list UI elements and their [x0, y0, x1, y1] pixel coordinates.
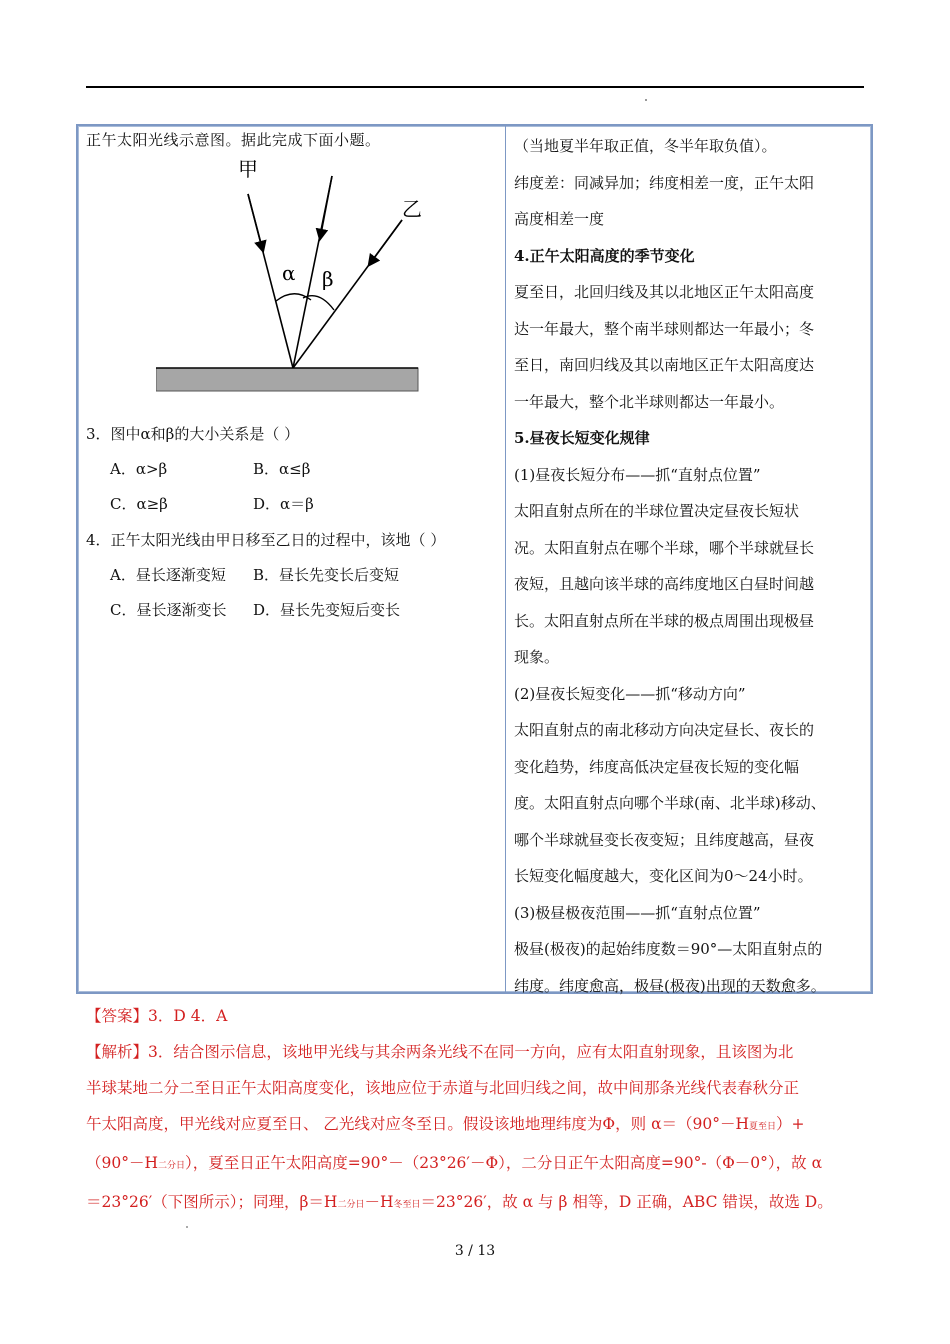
- ray-yi-arrow: [369, 220, 402, 265]
- header-rule: [86, 86, 864, 88]
- text-line: 纬度差：同减异加；纬度相差一度，正午太阳: [514, 173, 815, 192]
- question-4-option-a[interactable]: A．昼长逐渐变短: [110, 566, 226, 584]
- analysis-text: 午太阳高度，甲光线对应夏至日、 乙光线对应冬至日。假设该地地理纬度为Φ，则 α＝（90°－H: [86, 1115, 750, 1133]
- text-line: 至日，南回归线及其以南地区正午太阳高度达: [514, 356, 815, 374]
- text-line: 哪个半球就昼变长夜变短；且纬度越高，昼夜: [514, 830, 815, 849]
- question-3-option-c[interactable]: C．α≥β: [110, 495, 168, 513]
- question-4-option-d[interactable]: D．昼长先变短后变长: [253, 601, 401, 619]
- label-beta: β: [322, 267, 334, 291]
- text-line: 现象。: [514, 648, 560, 666]
- question-4-option-c[interactable]: C．昼长逐渐变长: [110, 601, 227, 619]
- text-line: 度。太阳直射点向哪个半球(南、北半球)移动、: [514, 794, 826, 812]
- sunlight-diagram: [156, 154, 426, 394]
- footer-dot: [186, 1226, 188, 1228]
- header-dot: [645, 99, 647, 101]
- label-jia: 甲: [238, 157, 258, 181]
- analysis-text: ＝23°26′（下图所示）；同理，β＝H: [86, 1193, 338, 1211]
- question-3-stem: 3．图中α和β的大小关系是（ ）: [86, 425, 300, 443]
- analysis-text: （90°－H: [86, 1154, 158, 1172]
- analysis-line: 【解析】3．结合图示信息，该地甲光线与其余两条光线不在同一方向，应有太阳直射现象，且该图为北: [86, 1043, 794, 1061]
- subscript-xiazhi: 夏至日: [749, 1122, 777, 1132]
- question-3-option-d[interactable]: D．α＝β: [253, 495, 314, 513]
- text-line: 长。太阳直射点所在半球的极点周围出现极昼: [514, 611, 815, 630]
- text-line: （当地夏半年取正值，冬半年取负值）。: [514, 137, 777, 155]
- analysis-line: [86, 1184, 866, 1223]
- text-line: (3)极昼极夜范围——抓“直射点位置”: [514, 903, 761, 922]
- subscript-erfen: 二分日: [337, 1200, 365, 1210]
- label-yi: 乙: [402, 197, 422, 221]
- answer-section: [86, 998, 866, 1223]
- text-line: 达一年最大，整个南半球则都达一年最小；冬: [514, 319, 815, 338]
- text-line: 太阳直射点所在的半球位置决定昼夜长短状: [514, 502, 800, 520]
- answer-line: 【答案】3．D 4．A: [86, 1007, 228, 1025]
- ground-surface: [156, 368, 418, 391]
- text-line: 况。太阳直射点在哪个半球，哪个半球就昼长: [514, 538, 815, 557]
- subscript-dongzhi: 冬至日: [393, 1200, 421, 1210]
- ray-middle-arrow: [320, 176, 332, 239]
- section-heading: 5.昼夜长短变化规律: [514, 429, 650, 447]
- text-line: 极昼(极夜)的起始纬度数＝90°—太阳直射点的: [514, 940, 823, 958]
- text-line: 夏至日，北回归线及其以北地区正午太阳高度: [514, 283, 815, 301]
- label-alpha: α: [282, 261, 296, 285]
- ray-jia-arrow: [248, 194, 263, 251]
- analysis-text: ），夏至日正午太阳高度=90°－（23°26′－Φ），二分日正午太阳高度=90°-（Φ－0°），故 α: [185, 1154, 823, 1172]
- text-line: 纬度。纬度愈高，极昼(极夜)出现的天数愈多。: [514, 976, 826, 995]
- page-number: 3 / 13: [454, 1243, 496, 1259]
- text-line: 夜短，且越向该半球的高纬度地区白昼时间越: [514, 575, 815, 593]
- subscript-erfen: 二分日: [158, 1161, 186, 1171]
- text-line: 高度相差一度: [514, 210, 605, 228]
- analysis-text: ＝23°26′，故 α 与 β 相等，D 正确，ABC 错误，故选 D。: [420, 1193, 833, 1211]
- question-3-option-b[interactable]: B．α≤β: [253, 460, 311, 478]
- analysis-line: [86, 1106, 866, 1145]
- right-column: [514, 128, 866, 1004]
- text-line: 变化趋势，纬度高低决定昼夜长短的变化幅: [514, 757, 800, 776]
- intro-text: 正午太阳光线示意图。据此完成下面小题。: [86, 131, 381, 149]
- analysis-text: －H: [364, 1193, 394, 1211]
- text-line: 长短变化幅度越大，变化区间为0～24小时。: [514, 867, 813, 885]
- analysis-line: [86, 1145, 866, 1184]
- analysis-line: 半球某地二分二至日正午太阳高度变化，该地应位于赤道与北回归线之间，故中间那条光线代表春秋分正: [86, 1079, 800, 1097]
- question-3-option-a[interactable]: A．α>β: [110, 460, 168, 478]
- text-line: (1)昼夜长短分布——抓“直射点位置”: [514, 465, 761, 484]
- question-4-stem: 4．正午太阳光线由甲日移至乙日的过程中，该地（ ）: [86, 531, 446, 549]
- text-line: (2)昼夜长短变化——抓“移动方向”: [514, 684, 746, 703]
- text-line: 太阳直射点的南北移动方向决定昼长、夜长的: [514, 721, 815, 739]
- section-heading: 4.正午太阳高度的季节变化: [514, 246, 695, 265]
- question-4-option-b[interactable]: B．昼长先变长后变短: [253, 566, 400, 584]
- text-line: 一年最大，整个北半球则都达一年最小。: [514, 392, 785, 411]
- analysis-text: ）+: [776, 1115, 805, 1133]
- column-divider: [505, 126, 506, 992]
